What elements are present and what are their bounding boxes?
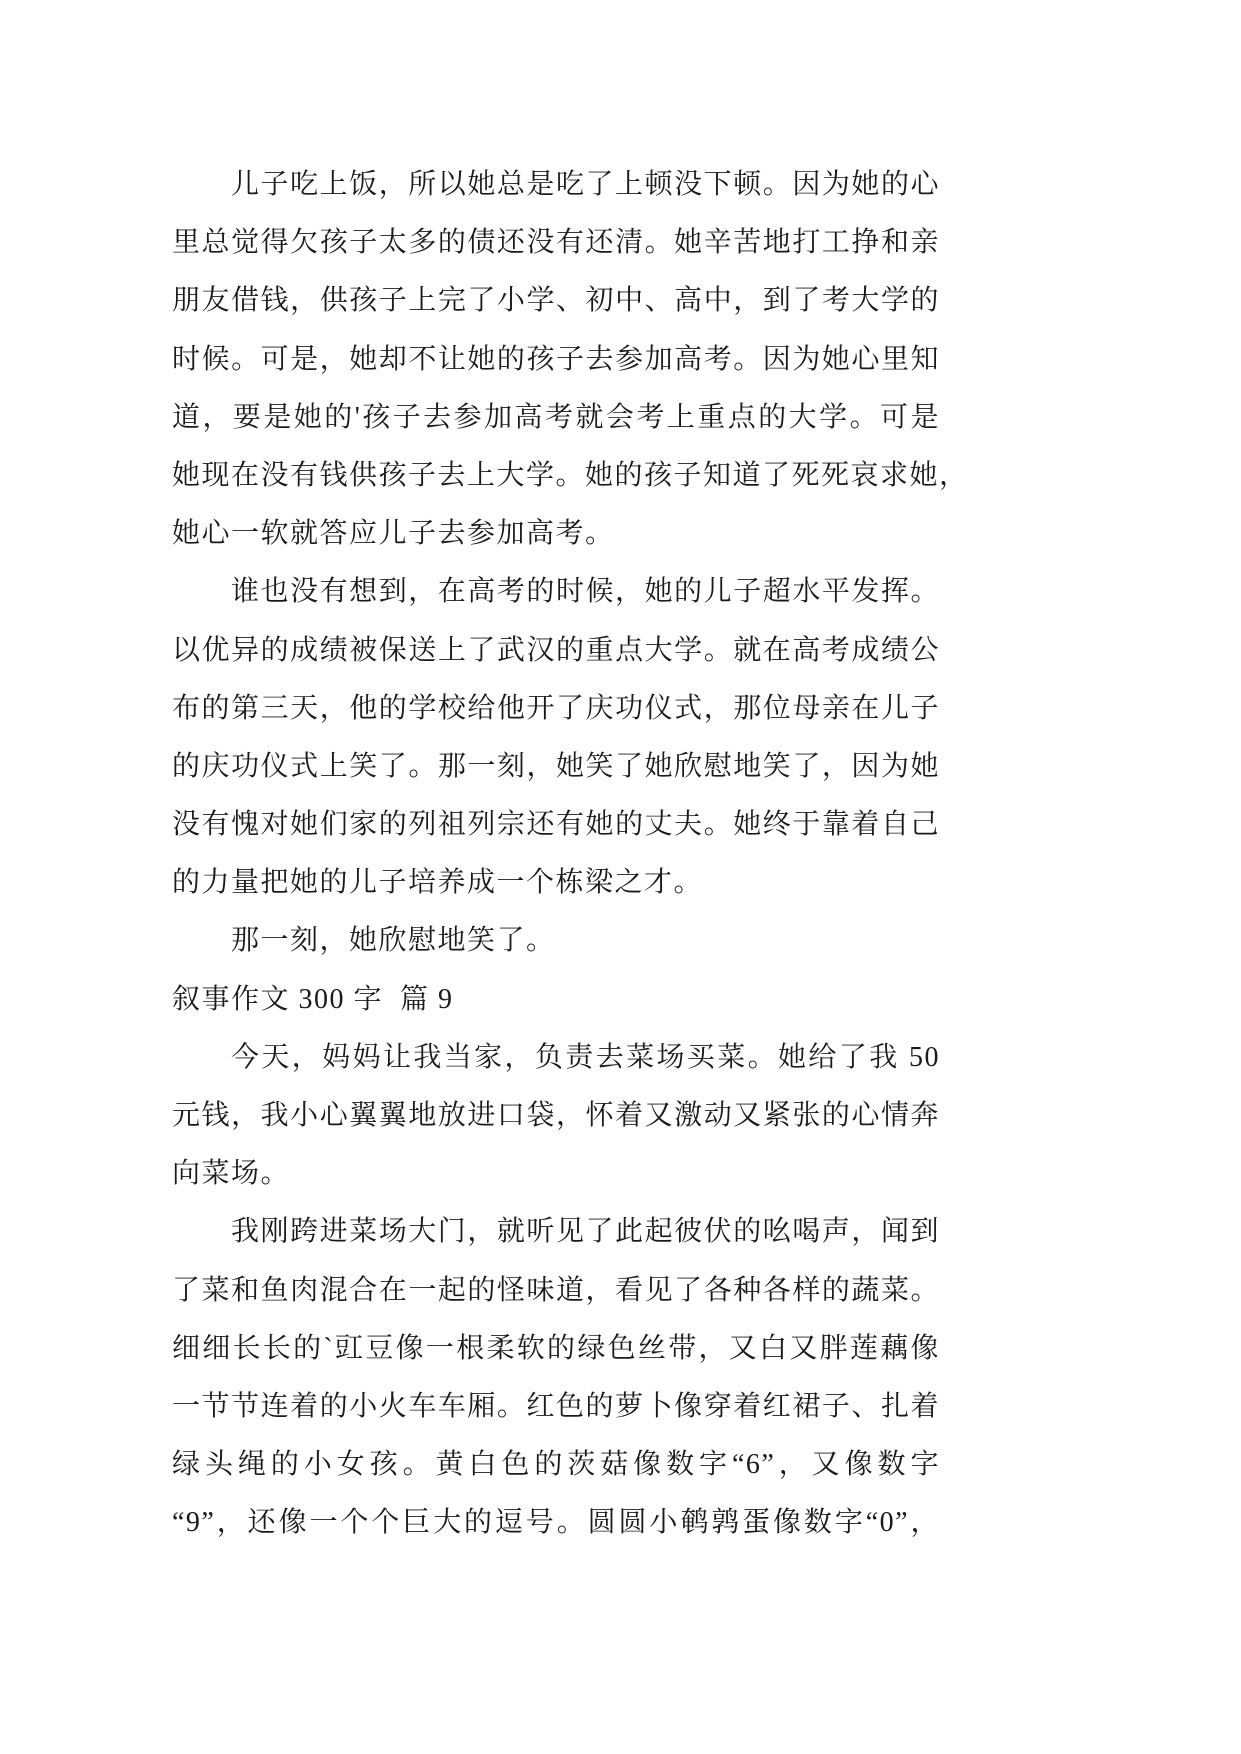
text-line: 的庆功仪式上笑了。那一刻，她笑了她欣慰地笑了，因为她 — [172, 750, 940, 782]
paragraph — [172, 156, 969, 563]
document-page — [172, 156, 969, 1553]
paragraph — [172, 912, 940, 970]
text-line: 元钱，我小心翼翼地放进口袋，怀着又激动又紧张的心情奔 — [172, 1100, 940, 1131]
text-line: 绿头绳的小女孩。黄白色的茨菇像数字“6”，又像数字 — [172, 1449, 940, 1481]
text-line: 儿子吃上饭，所以她总是吃了上顿没下顿。因为她的心 — [231, 169, 940, 200]
text-line: 那一刻，她欣慰地笑了。 — [231, 925, 556, 957]
paragraph — [172, 1029, 940, 1204]
text-line: 布的第三天，他的学校给他开了庆功仪式，那位母亲在儿子 — [172, 692, 940, 724]
text-line: “9”，还像一个个巨大的逗号。圆圆小鹌鹑蛋像数字“0”， — [172, 1507, 940, 1539]
text-line: 一节节连着的小火车车厢。红色的萝卜像穿着红裙子、扎着 — [172, 1390, 940, 1422]
text-line: 向菜场。 — [172, 1158, 291, 1190]
text-line: 谁也没有想到，在高考的时候，她的儿子超水平发挥。 — [231, 576, 940, 608]
text-line: 时候。可是，她却不让她的孩子去参加高考。因为她心里知 — [172, 343, 940, 375]
text-line: 朋友借钱，供孩子上完了小学、初中、高中，到了考大学的 — [172, 285, 940, 317]
text-line: 以优异的成绩被保送上了武汉的重点大学。就在高考成绩公 — [172, 634, 940, 666]
text-line: 她现在没有钱供孩子去上大学。她的孩子知道了死死哀求她， — [172, 459, 969, 491]
text-line: 没有愧对她们家的列祖列宗还有她的丈夫。她终于靠着自己 — [172, 809, 940, 841]
section-heading: 叙事作文 300 字 篇 9 — [172, 983, 454, 1015]
text-line: 今天，妈妈让我当家，负责去菜场买菜。她给了我 50 — [231, 1041, 940, 1073]
text-line: 的力量把她的儿子培养成一个栋梁之才。 — [172, 867, 704, 899]
text-line: 道，要是她的'孩子去参加高考就会考上重点的大学。可是 — [172, 401, 940, 433]
text-line: 里总觉得欠孩子太多的债还没有还清。她辛苦地打工挣和亲 — [172, 227, 940, 259]
paragraph — [172, 563, 940, 912]
text-line: 我刚跨进菜场大门，就听见了此起彼伏的吆喝声，闻到 — [231, 1216, 940, 1248]
text-line: 她心一软就答应儿子去参加高考。 — [172, 518, 615, 550]
text-line: 细细长长的`豇豆像一根柔软的绿色丝带，又白又胖莲藕像 — [172, 1332, 940, 1364]
paragraph — [172, 1203, 940, 1552]
text-line: 了菜和鱼肉混合在一起的怪味道，看见了各种各样的蔬菜。 — [172, 1274, 940, 1306]
